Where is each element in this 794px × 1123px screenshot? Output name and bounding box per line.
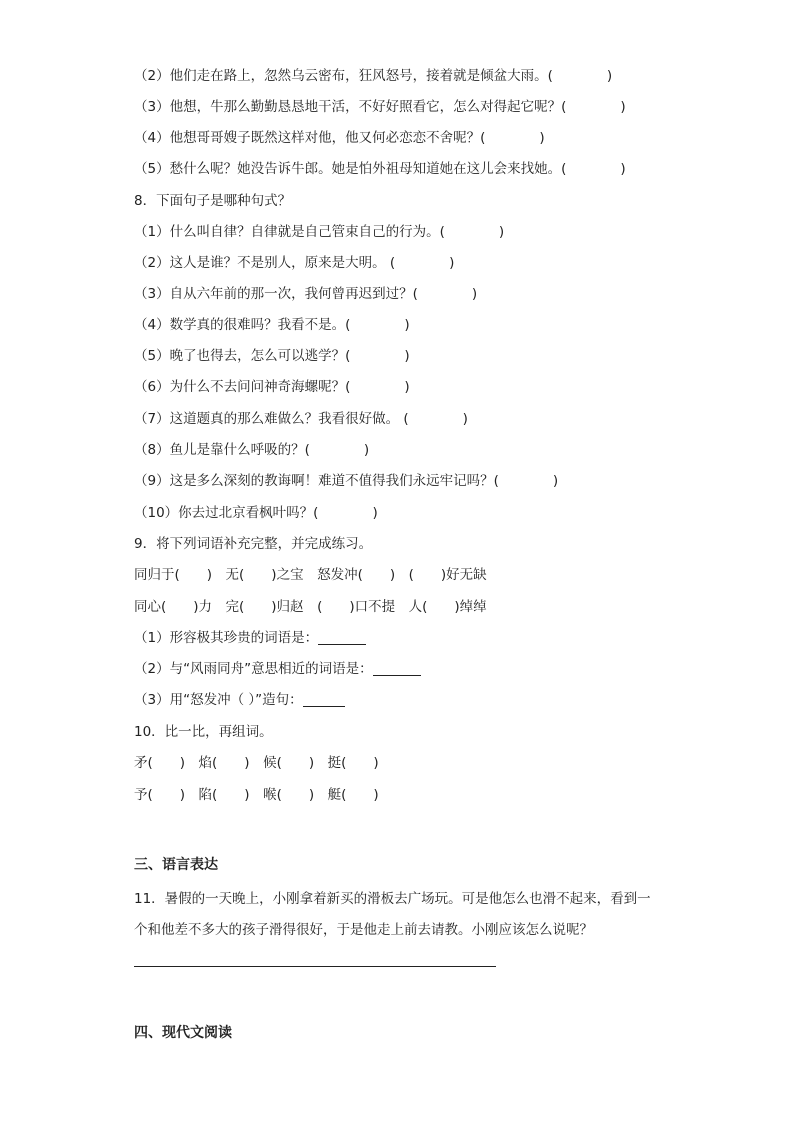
- answer-blank[interactable]: [373, 661, 421, 676]
- q9-title: 9．将下列词语补充完整，并完成练习。: [134, 536, 373, 552]
- q9-idiom-row-2: 同心( )力 完( )归赵 ( )口不提 人( )绰绰: [134, 599, 487, 615]
- q8-item-3: （3）自从六年前的那一次，我何曾再迟到过？( ): [134, 286, 478, 302]
- q7-item-5: （5）愁什么呢？她没告诉牛郎。她是怕外祖母知道她在这儿会来找她。( ): [134, 161, 626, 177]
- q11-line-1: 11．暑假的一天晚上，小刚拿着新买的滑板去广场玩。可是他怎么也滑不起来，看到一: [134, 891, 651, 907]
- q8-item-5: （5）晚了也得去，怎么可以逃学？( ): [134, 348, 410, 364]
- q9-sub-3-text: （3）用“怒发冲（ ）”造句：: [134, 692, 303, 708]
- q11-line-2: 个和他差不多大的孩子滑得很好，于是他走上前去请教。小刚应该怎么说呢？: [134, 922, 593, 938]
- q9-sub-1: [134, 629, 366, 647]
- q9-idiom-row-1: 同归于( ) 无( )之宝 怒发冲( ) ( )好无缺: [134, 567, 487, 583]
- q9-sub-2: [134, 660, 421, 678]
- q7-item-3: （3）他想，牛那么勤勤恳恳地干活，不好好照看它，怎么对得起它呢？( ): [134, 99, 626, 115]
- q9-sub-1-text: （1）形容极其珍贵的词语是：: [134, 630, 319, 646]
- q8-title: 8．下面句子是哪种句式？: [134, 193, 292, 209]
- q10-row-2: 予( ) 陷( ) 喉( ) 艇( ): [134, 787, 379, 803]
- q8-item-7: （7）这道题真的那么难做么？我看很好做。 ( ): [134, 411, 468, 427]
- q9-sub-2-text: （2）与“风雨同舟”意思相近的词语是：: [134, 661, 373, 677]
- q10-row-1: 矛( ) 焰( ) 候( ) 挺( ): [134, 755, 379, 771]
- answer-blank[interactable]: [303, 692, 345, 707]
- q8-item-10: （10）你去过北京看枫叶吗？( ): [134, 505, 378, 521]
- q8-item-9: （9）这是多么深刻的教诲啊！难道不值得我们永远牢记吗？( ): [134, 473, 559, 489]
- q9-sub-3: [134, 691, 345, 709]
- answer-blank[interactable]: [318, 630, 366, 645]
- q7-item-4: （4）他想哥哥嫂子既然这样对他，他又何必恋恋不舍呢？( ): [134, 130, 545, 146]
- q8-item-1: （1）什么叫自律？自律就是自己管束自己的行为。( ): [134, 224, 505, 240]
- section-4-heading: 四、现代文阅读: [134, 1025, 232, 1041]
- q10-title: 10．比一比，再组词。: [134, 724, 273, 740]
- q7-item-2: （2）他们走在路上，忽然乌云密布，狂风怒号，接着就是倾盆大雨。( ): [134, 68, 613, 84]
- q8-item-2: （2）这人是谁？不是别人，原来是大明。 ( ): [134, 255, 455, 271]
- q8-item-4: （4）数学真的很难吗？我看不是。( ): [134, 317, 410, 333]
- q8-item-8: （8）鱼儿是靠什么呼吸的？( ): [134, 442, 370, 458]
- q11-answer-line[interactable]: [134, 966, 496, 967]
- q8-item-6: （6）为什么不去问问神奇海螺呢？( ): [134, 379, 410, 395]
- section-3-heading: 三、语言表达: [134, 857, 218, 873]
